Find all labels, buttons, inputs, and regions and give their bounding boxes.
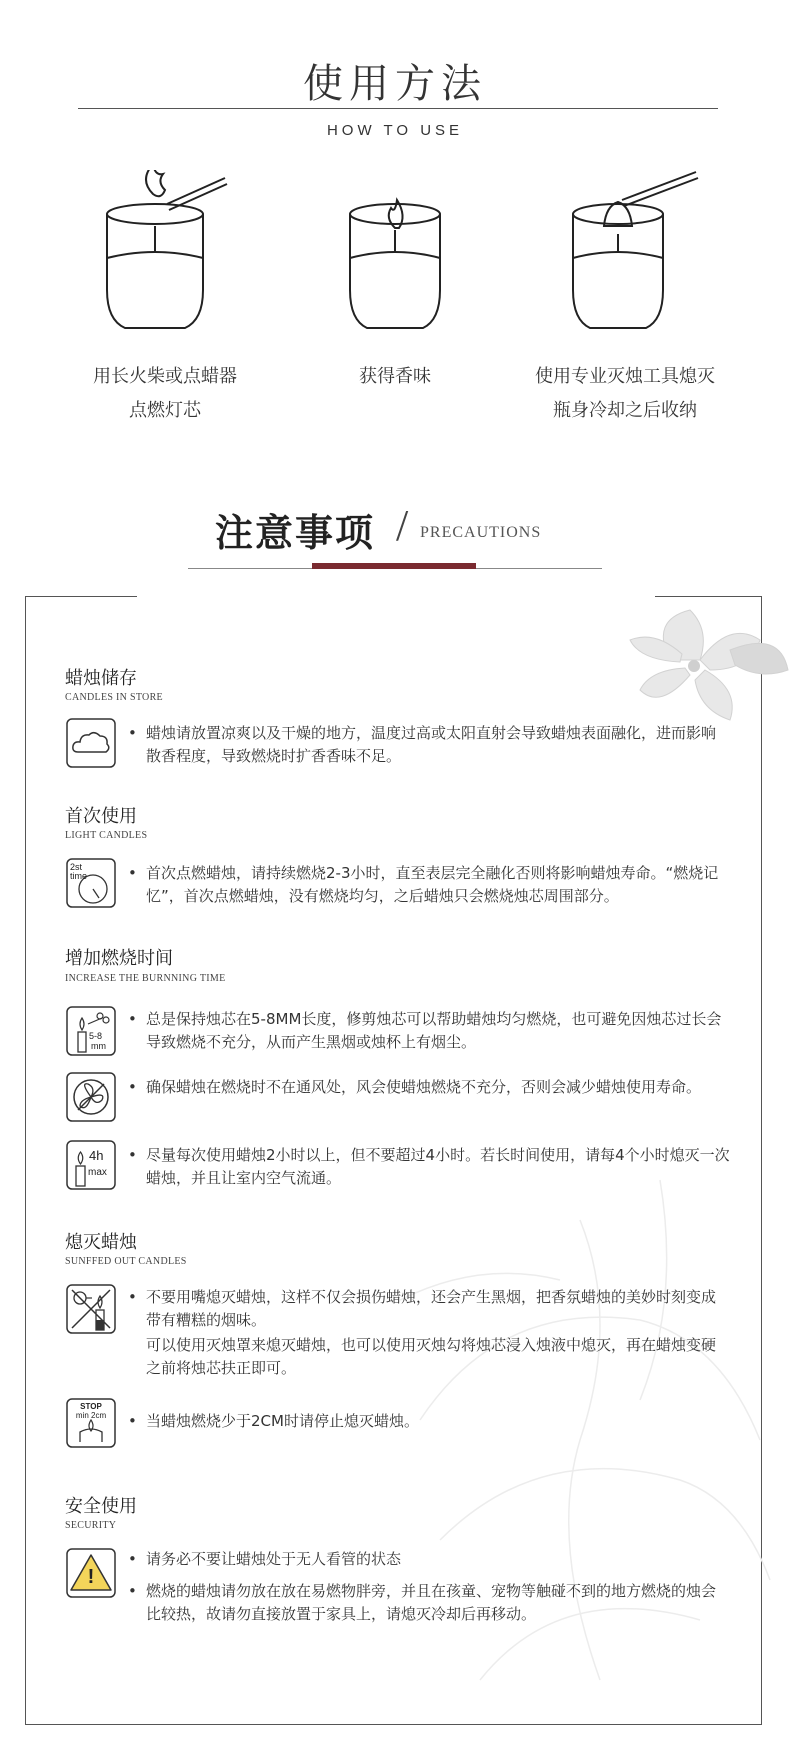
section-security-title: 安全使用 bbox=[65, 1496, 137, 1517]
how-to-use-title: 使用方法 bbox=[303, 61, 487, 107]
store-paragraph: 蜡烛请放置凉爽以及干燥的地方，温度过高或太阳直射会导致蜡烛表面融化，进而影响散香程度，导致燃烧时扩香香味不足。 bbox=[146, 724, 717, 765]
section-snuff-subtitle: SUNFFED OUT CANDLES bbox=[65, 1256, 187, 1267]
stop-2cm-text bbox=[130, 1410, 730, 1433]
bullet: • bbox=[128, 724, 137, 742]
no-blowing-icon bbox=[66, 1284, 116, 1334]
four-hour-max-icon bbox=[66, 1140, 116, 1190]
four-hour-label-a: 4h bbox=[89, 1148, 104, 1163]
section-snuff-title: 熄灭蜡烛 bbox=[65, 1232, 137, 1253]
flower-decoration-icon bbox=[610, 590, 790, 730]
bullet: • bbox=[128, 1010, 137, 1028]
no-wind-text bbox=[130, 1076, 730, 1099]
bullet: • bbox=[128, 1288, 137, 1306]
section-first-use-subtitle: LIGHT CANDLES bbox=[65, 830, 148, 841]
cloud-icon bbox=[66, 718, 116, 768]
stop-min-2cm-icon bbox=[66, 1398, 116, 1448]
bullet: • bbox=[128, 1550, 137, 1568]
stop-label: STOP bbox=[80, 1402, 102, 1411]
section-burn-time-subtitle: INCREASE THE BURNNING TIME bbox=[65, 973, 226, 984]
wick-trim-text bbox=[130, 1008, 730, 1054]
precautions-title: 注意事项 bbox=[215, 511, 376, 555]
how-to-use-divider bbox=[78, 108, 718, 109]
flammables-paragraph: 燃烧的蜡烛请勿放在放在易燃物胖旁，并且在孩童、宠物等触碰不到的地方燃烧的烛会比较热，故请勿直接放置于家具上，请熄灭冷却后再移动。 bbox=[146, 1582, 717, 1623]
step-1-caption bbox=[35, 360, 295, 428]
four-hour-label-b: max bbox=[88, 1167, 107, 1178]
warning-icon bbox=[66, 1548, 116, 1598]
warning-mark: ! bbox=[87, 1566, 95, 1588]
step-3-line-2: 瓶身冷却之后收纳 bbox=[553, 400, 697, 421]
bullet: • bbox=[128, 864, 137, 882]
section-first-use-title: 首次使用 bbox=[65, 806, 137, 827]
bullet: • bbox=[128, 1412, 137, 1430]
wick-trim-paragraph: 总是保持烛芯在5-8MM长度，修剪烛芯可以帮助蜡烛均匀燃烧，也可避免因烛芯过长会导致燃烧不充分，从而产生黑烟或烛杯上有烟尘。 bbox=[146, 1010, 722, 1051]
no-wind-paragraph: 确保蜡烛在燃烧时不在通风处，风会使蜡烛燃烧不充分，否则会减少蜡烛使用寿命。 bbox=[146, 1078, 702, 1096]
how-to-use-subtitle: HOW TO USE bbox=[326, 122, 464, 139]
step-1-line-2: 点燃灯芯 bbox=[129, 400, 201, 421]
frame-top-left-edge bbox=[25, 596, 137, 597]
burn-duration-paragraph: 尽量每次使用蜡烛2小时以上，但不要超过4小时。若长时间使用，请每4个小时熄灭一次蜡烛，并且让室内空气流通。 bbox=[146, 1146, 730, 1187]
no-blowing-paragraph: 不要用嘴熄灭蜡烛，这样不仅会损伤蜡烛，还会产生黑烟，把香氛蜡烛的美妙时刻变成带有糟糕的烟味。 bbox=[146, 1288, 717, 1329]
no-blowing-text bbox=[130, 1286, 730, 1332]
section-store-title: 蜡烛储存 bbox=[65, 668, 137, 689]
candle-burning-icon bbox=[325, 170, 465, 350]
first-use-paragraph: 首次点燃蜡烛，请持续燃烧2-3小时，直至表层完全融化否则将影响蜡烛寿命。“燃烧记忆”，首次点燃蜡烛，没有燃烧均匀，之后蜡烛只会燃烧烛芯周围部分。 bbox=[146, 864, 719, 905]
step-2-line-1: 获得香味 bbox=[359, 366, 431, 387]
unattended-paragraph: 请务必不要让蜡烛处于无人看管的状态 bbox=[146, 1550, 402, 1568]
wick-trim-label-a: 5-8 bbox=[89, 1031, 103, 1041]
wick-trim-label-b: mm bbox=[91, 1041, 106, 1051]
bullet: • bbox=[128, 1146, 137, 1164]
precautions-accent-bar bbox=[312, 563, 476, 569]
section-store-subtitle: CANDLES IN STORE bbox=[65, 692, 163, 703]
candle-lighting-match-icon bbox=[95, 170, 235, 350]
step-2-caption bbox=[265, 360, 525, 394]
step-1-line-1: 用长火柴或点蜡器 bbox=[93, 366, 237, 387]
first-time-icon bbox=[66, 858, 116, 908]
burn-duration-text bbox=[130, 1144, 730, 1190]
bullet: • bbox=[128, 1078, 137, 1096]
step-3-caption bbox=[495, 360, 755, 428]
first-time-icon-label: 2st time bbox=[70, 862, 88, 881]
stop-2cm-paragraph: 当蜡烛燃烧少于2CM时请停止熄灭蜡烛。 bbox=[146, 1412, 419, 1430]
step-3-line-1: 使用专业灭烛工具熄灭 bbox=[535, 366, 715, 387]
snuffer-method-paragraph: 可以使用灭烛罩来熄灭蜡烛，也可以使用灭烛勾将烛芯浸入烛液中熄灭，再在蜡烛变硬之前将烛芯扶正即可。 bbox=[146, 1336, 717, 1377]
unattended-text bbox=[130, 1548, 730, 1571]
min-2cm-label: min 2cm bbox=[75, 1411, 107, 1420]
precautions-subtitle: PRECAUTIONS bbox=[420, 524, 542, 541]
section-security-subtitle: SECURITY bbox=[65, 1520, 117, 1531]
wick-trim-icon bbox=[66, 1006, 116, 1056]
no-fan-icon bbox=[66, 1072, 116, 1122]
flammables-text bbox=[130, 1580, 730, 1626]
bullet: • bbox=[128, 1582, 137, 1600]
section-burn-time-title: 增加燃烧时间 bbox=[65, 948, 173, 969]
candle-snuffer-icon bbox=[560, 170, 700, 350]
first-use-text bbox=[130, 862, 740, 908]
title-slash: / bbox=[396, 501, 409, 550]
store-text bbox=[130, 722, 730, 768]
